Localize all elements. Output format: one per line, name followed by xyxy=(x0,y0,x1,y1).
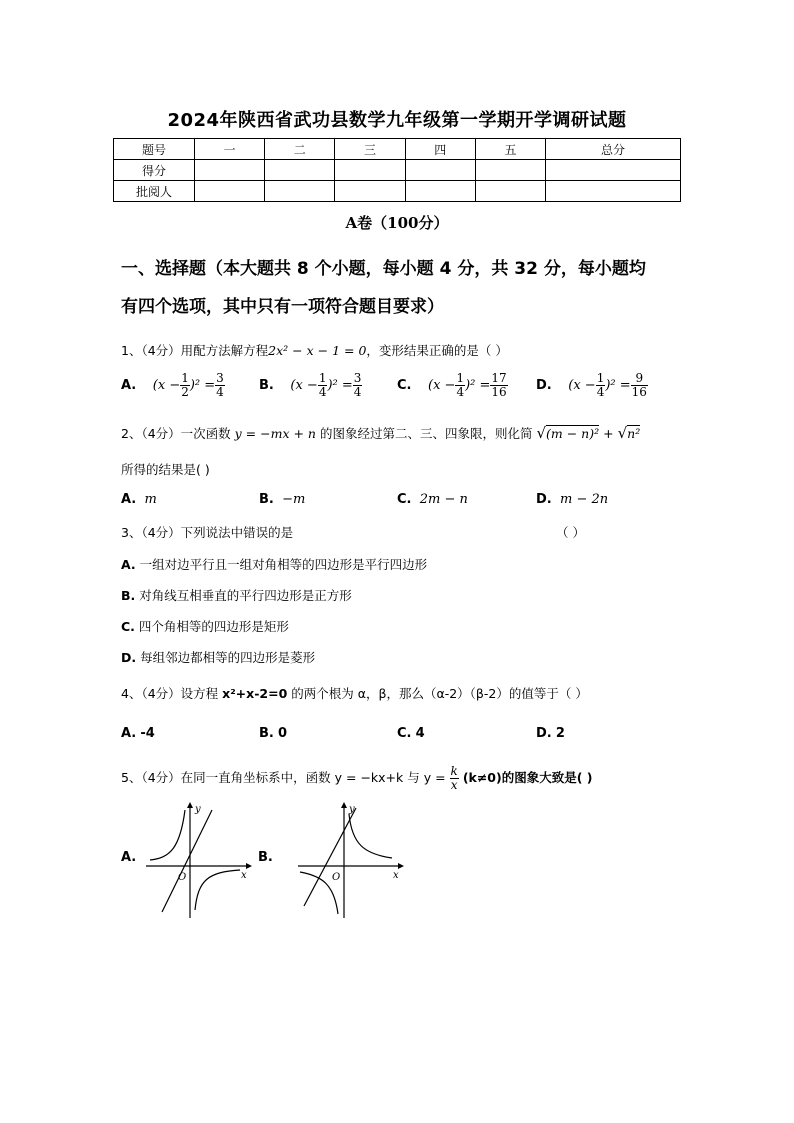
option-label: A. xyxy=(121,378,137,393)
y-axis-arrow xyxy=(187,802,193,808)
table-cell[interactable] xyxy=(405,160,475,181)
option-text: 每组邻边都相等的四边形是菱形 xyxy=(140,650,316,665)
question-text: 1、（4分）用配方法解方程 xyxy=(121,343,269,358)
option-expr: (x − xyxy=(428,378,456,393)
radical-sign: √ xyxy=(617,424,628,442)
option-label: B. xyxy=(258,850,273,865)
option-text: 对角线互相垂直的平行四边形是正方形 xyxy=(139,588,352,603)
table-cell[interactable] xyxy=(265,160,335,181)
option-label: B. xyxy=(121,588,136,603)
section-heading-line2: 有四个选项，其中只有一项符合题目要求） xyxy=(121,297,444,317)
option-label: C. xyxy=(121,619,135,634)
q1-option-a[interactable] xyxy=(121,372,225,399)
q1-option-c[interactable] xyxy=(397,372,508,399)
question-text: 2、（4分）一次函数 xyxy=(121,426,231,441)
table-cell: 批阅人 xyxy=(114,181,195,202)
question-2-line2: 所得的结果是( ) xyxy=(121,462,210,477)
question-4-stem xyxy=(121,684,588,702)
option-value: 4 xyxy=(415,726,425,741)
table-cell[interactable] xyxy=(265,181,335,202)
q3-option-d[interactable] xyxy=(121,648,315,666)
option-label: A. xyxy=(121,726,137,741)
option-expr: (x − xyxy=(152,378,181,393)
line-graph xyxy=(162,810,212,912)
table-cell: 得分 xyxy=(114,160,195,181)
option-label: C. xyxy=(397,492,412,507)
denominator: 16 xyxy=(631,385,647,399)
radicand: (m − n)² xyxy=(546,426,600,441)
table-cell[interactable] xyxy=(405,181,475,202)
answer-paren: （ ） xyxy=(556,525,585,540)
fraction xyxy=(490,372,507,399)
hyperbola-branch-2 xyxy=(195,870,240,910)
numerator: 1 xyxy=(318,371,327,385)
denominator: 4 xyxy=(318,385,327,399)
option-label: D. xyxy=(121,650,137,665)
option-expr: (x − xyxy=(290,378,318,393)
table-cell[interactable] xyxy=(475,160,545,181)
fraction xyxy=(450,765,459,792)
score-table xyxy=(113,138,681,202)
equation: 2x² − x − 1 = 0 xyxy=(268,343,367,358)
option-text: 一组对边平行且一组对角相等的四边形是平行四边形 xyxy=(139,557,428,572)
denominator: 4 xyxy=(353,385,362,399)
option-value: 2m − n xyxy=(419,492,468,507)
question-text: 的两个根为 α，β，那么（α-2）（β-2）的值等于（ ） xyxy=(291,686,588,701)
denominator: 2 xyxy=(181,385,189,399)
numerator: 3 xyxy=(216,371,224,385)
q4-option-d[interactable] xyxy=(536,726,565,741)
y-axis-arrow xyxy=(341,802,347,808)
option-label: C. xyxy=(397,726,412,741)
option-value: −m xyxy=(282,492,306,507)
radical-sign: √ xyxy=(536,424,547,442)
q1-option-d[interactable] xyxy=(536,372,648,399)
numerator: 17 xyxy=(491,371,507,385)
q5-option-b[interactable] xyxy=(258,850,273,865)
option-value: 0 xyxy=(278,726,288,741)
score-table-header xyxy=(114,139,681,160)
table-cell: 三 xyxy=(335,139,405,160)
x-axis-arrow xyxy=(398,863,404,869)
option-label: B. xyxy=(259,378,274,393)
graph-b xyxy=(292,800,407,920)
question-5-stem xyxy=(121,765,593,792)
plus-sign: + xyxy=(603,426,614,441)
question-1-stem xyxy=(121,341,508,359)
table-cell[interactable] xyxy=(195,181,265,202)
hyperbola-branch-1 xyxy=(349,814,392,858)
option-label: A. xyxy=(121,492,137,507)
fraction xyxy=(455,372,465,399)
option-value: m xyxy=(144,492,157,507)
numerator: k xyxy=(450,764,458,778)
numerator: 1 xyxy=(181,371,189,385)
option-text: 四个角相等的四边形是矩形 xyxy=(138,619,289,634)
denominator: 4 xyxy=(596,385,605,399)
x-axis-arrow xyxy=(246,863,252,869)
table-cell[interactable] xyxy=(546,181,681,202)
table-cell: 一 xyxy=(195,139,265,160)
graph-a xyxy=(140,800,255,920)
option-expr: (x − xyxy=(568,378,596,393)
q3-option-b[interactable] xyxy=(121,586,352,604)
q4-option-c[interactable] xyxy=(397,726,425,741)
table-cell: 五 xyxy=(475,139,545,160)
q3-option-a[interactable] xyxy=(121,555,427,573)
y-label: y xyxy=(349,804,355,815)
table-cell: 四 xyxy=(405,139,475,160)
hyperbola-branch-1 xyxy=(150,810,185,860)
equation: x²+x-2=0 xyxy=(222,686,288,701)
option-label: D. xyxy=(536,492,552,507)
numerator: 1 xyxy=(596,371,605,385)
table-cell[interactable] xyxy=(195,160,265,181)
option-label: A. xyxy=(121,850,137,865)
q2-option-b[interactable] xyxy=(259,492,305,507)
question-text: 5、（4分）在同一直角坐标系中，函数 y = −kx+k 与 y = xyxy=(121,770,446,785)
exam-title: 2024年陕西省武功县数学九年级第一学期开学调研试题 xyxy=(167,110,627,131)
radicand: n² xyxy=(627,426,641,441)
origin-label: O xyxy=(332,872,341,883)
denominator: 16 xyxy=(491,385,507,399)
y-label: y xyxy=(195,804,201,815)
table-cell[interactable] xyxy=(335,160,405,181)
denominator: 4 xyxy=(216,385,224,399)
q3-option-c[interactable] xyxy=(121,617,289,635)
option-value: m − 2n xyxy=(560,492,609,507)
question-text: ，变形结果正确的是（ ） xyxy=(366,343,508,358)
option-expr: )² = xyxy=(465,378,491,393)
option-value: -4 xyxy=(140,726,155,741)
q2-option-a[interactable] xyxy=(121,492,157,507)
option-value: 2 xyxy=(555,726,565,741)
q5-option-a[interactable] xyxy=(121,850,136,865)
option-label: B. xyxy=(259,492,274,507)
fraction xyxy=(215,372,225,399)
q2-option-d[interactable] xyxy=(536,492,608,507)
q4-option-a[interactable] xyxy=(121,726,155,741)
question-text: 4、（4分）设方程 xyxy=(121,686,219,701)
q4-option-b[interactable] xyxy=(259,726,287,741)
denominator: 4 xyxy=(456,385,465,399)
table-cell[interactable] xyxy=(475,181,545,202)
origin-label: O xyxy=(178,872,187,883)
question-2-stem xyxy=(121,424,640,442)
x-label: x xyxy=(393,870,399,881)
numerator: 1 xyxy=(456,371,465,385)
q2-option-c[interactable] xyxy=(397,492,468,507)
question-text: 的图象经过第二、三、四象限，则化简 xyxy=(319,426,533,441)
section-heading-line1: 一、选择题（本大题共 8 个小题，每小题 4 分，共 32 分，每小题均 xyxy=(121,259,646,279)
fraction xyxy=(596,372,606,399)
numerator: 3 xyxy=(353,371,362,385)
table-cell: 二 xyxy=(265,139,335,160)
option-label: D. xyxy=(536,378,552,393)
option-label: D. xyxy=(536,726,552,741)
option-expr: )² = xyxy=(605,378,631,393)
table-row xyxy=(114,160,681,181)
paper-label: A卷（100分） xyxy=(345,214,449,232)
option-label: A. xyxy=(121,557,136,572)
fraction xyxy=(353,372,363,399)
line-graph xyxy=(304,808,356,906)
q1-option-b[interactable] xyxy=(259,372,362,399)
table-cell: 总分 xyxy=(546,139,681,160)
x-label: x xyxy=(241,870,247,881)
option-expr: )² = xyxy=(189,378,216,393)
fraction xyxy=(180,372,190,399)
denominator: x xyxy=(450,778,458,792)
fraction xyxy=(631,372,648,399)
option-label: B. xyxy=(259,726,274,741)
table-cell[interactable] xyxy=(335,181,405,202)
table-row xyxy=(114,181,681,202)
question-text: (k≠0)的图象大致是( ) xyxy=(462,770,593,785)
question-3-stem: 3、（4分）下列说法中错误的是 xyxy=(121,525,294,540)
table-cell: 题号 xyxy=(114,139,195,160)
option-expr: )² = xyxy=(327,378,353,393)
table-cell[interactable] xyxy=(546,160,681,181)
option-label: C. xyxy=(397,378,412,393)
function-expr: y = −mx + n xyxy=(234,426,316,441)
numerator: 9 xyxy=(631,372,648,386)
